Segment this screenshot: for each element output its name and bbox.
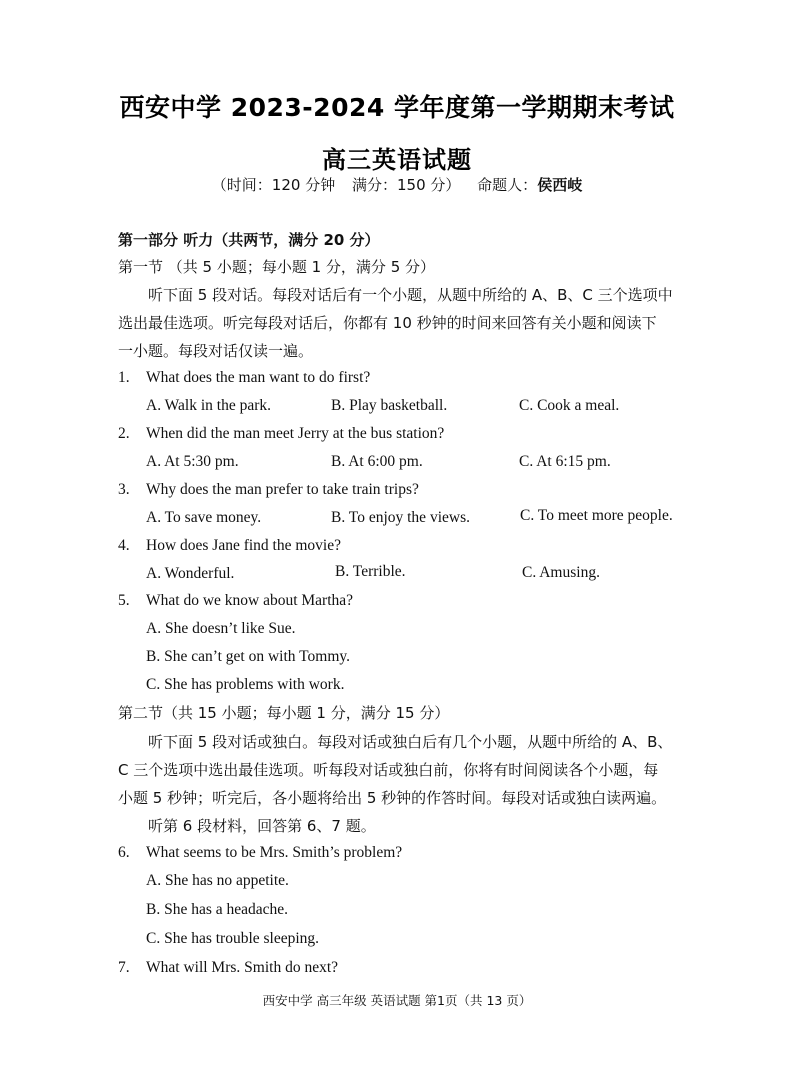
question-6 [118, 844, 402, 862]
author-label: 命题人： [477, 176, 538, 194]
question-number: 1. [118, 369, 130, 386]
question-3 [118, 481, 419, 499]
section2-instr-line: C 三个选项中选出最佳选项。听每段对话或独白前，你将有时间阅读各个小题，每 [118, 761, 659, 779]
option-b: B. Play basketball. [331, 397, 448, 414]
question-number: 4. [118, 537, 130, 554]
section2-instr-line: 听下面 5 段对话或独白。每段对话或独白后有几个小题，从题中所给的 A、B、 [148, 733, 673, 751]
exam-subtitle: 高三英语试题 [322, 146, 472, 174]
option-a: A. Wonderful. [146, 565, 235, 582]
option-b: B. To enjoy the views. [331, 509, 470, 526]
question-text: When did the man meet Jerry at the bus station? [146, 425, 445, 442]
part1-heading: 第一部分 听力（共两节，满分 20 分） [118, 231, 380, 249]
exam-meta [0, 174, 794, 195]
question-2 [118, 425, 444, 443]
question-text: What seems to be Mrs. Smith’s problem? [146, 844, 403, 861]
option-a: A. At 5:30 pm. [146, 453, 239, 470]
option-c: C. Amusing. [522, 564, 600, 581]
question-number: 2. [118, 425, 130, 442]
option-a: A. She has no appetite. [146, 872, 289, 889]
option-b: B. She has a headache. [146, 901, 289, 918]
question-number: 3. [118, 481, 130, 498]
question-5 [118, 592, 353, 610]
option-c: C. She has problems with work. [146, 676, 345, 693]
author-name: 侯西岐 [537, 176, 583, 194]
material-note: 听第 6 段材料，回答第 6、7 题。 [148, 817, 376, 835]
option-c: C. Cook a meal. [519, 397, 620, 414]
section1-instr-line: 一小题。每段对话仅读一遍。 [118, 342, 314, 360]
option-b: B. Terrible. [335, 563, 406, 580]
section1-instr-line: 选出最佳选项。听完每段对话后，你都有 10 秒钟的时间来回答有关小题和阅读下 [118, 314, 657, 332]
question-text: Why does the man prefer to take train trips? [146, 481, 419, 498]
question-1 [118, 369, 370, 387]
option-c: C. To meet more people. [520, 507, 673, 524]
question-text: What do we know about Martha? [146, 592, 354, 609]
section1-heading: 第一节 （共 5 小题；每小题 1 分，满分 5 分） [118, 258, 436, 276]
question-text: What will Mrs. Smith do next? [146, 959, 339, 976]
option-a: A. She doesn’t like Sue. [146, 620, 296, 637]
option-a: A. Walk in the park. [146, 397, 272, 414]
question-number: 7. [118, 959, 130, 976]
section1-instr-line: 听下面 5 段对话。每段对话后有一个小题，从题中所给的 A、B、C 三个选项中 [148, 286, 673, 304]
question-text: How does Jane find the movie? [146, 537, 341, 554]
option-b: B. She can’t get on with Tommy. [146, 648, 350, 665]
exam-title: 西安中学 2023-2024 学年度第一学期期末考试 [119, 93, 675, 122]
section2-instr-line: 小题 5 秒钟；听完后，各小题将给出 5 秒钟的作答时间。每段对话或独白读两遍。 [118, 789, 667, 807]
question-7 [118, 959, 338, 977]
exam-author [477, 176, 582, 194]
exam-score: 满分：150 分） [351, 176, 461, 194]
question-4 [118, 537, 341, 555]
question-number: 6. [118, 844, 130, 861]
page-footer: 西安中学 高三年级 英语试题 第1页（共 13 页） [262, 993, 532, 1008]
option-b: B. At 6:00 pm. [331, 453, 423, 470]
option-c: C. She has trouble sleeping. [146, 930, 320, 947]
option-c: C. At 6:15 pm. [519, 453, 611, 470]
question-text: What does the man want to do first? [146, 369, 371, 386]
option-a: A. To save money. [146, 509, 262, 526]
section2-heading: 第二节（共 15 小题；每小题 1 分，满分 15 分） [118, 704, 450, 722]
question-number: 5. [118, 592, 130, 609]
exam-time: （时间：120 分钟 [211, 176, 336, 194]
